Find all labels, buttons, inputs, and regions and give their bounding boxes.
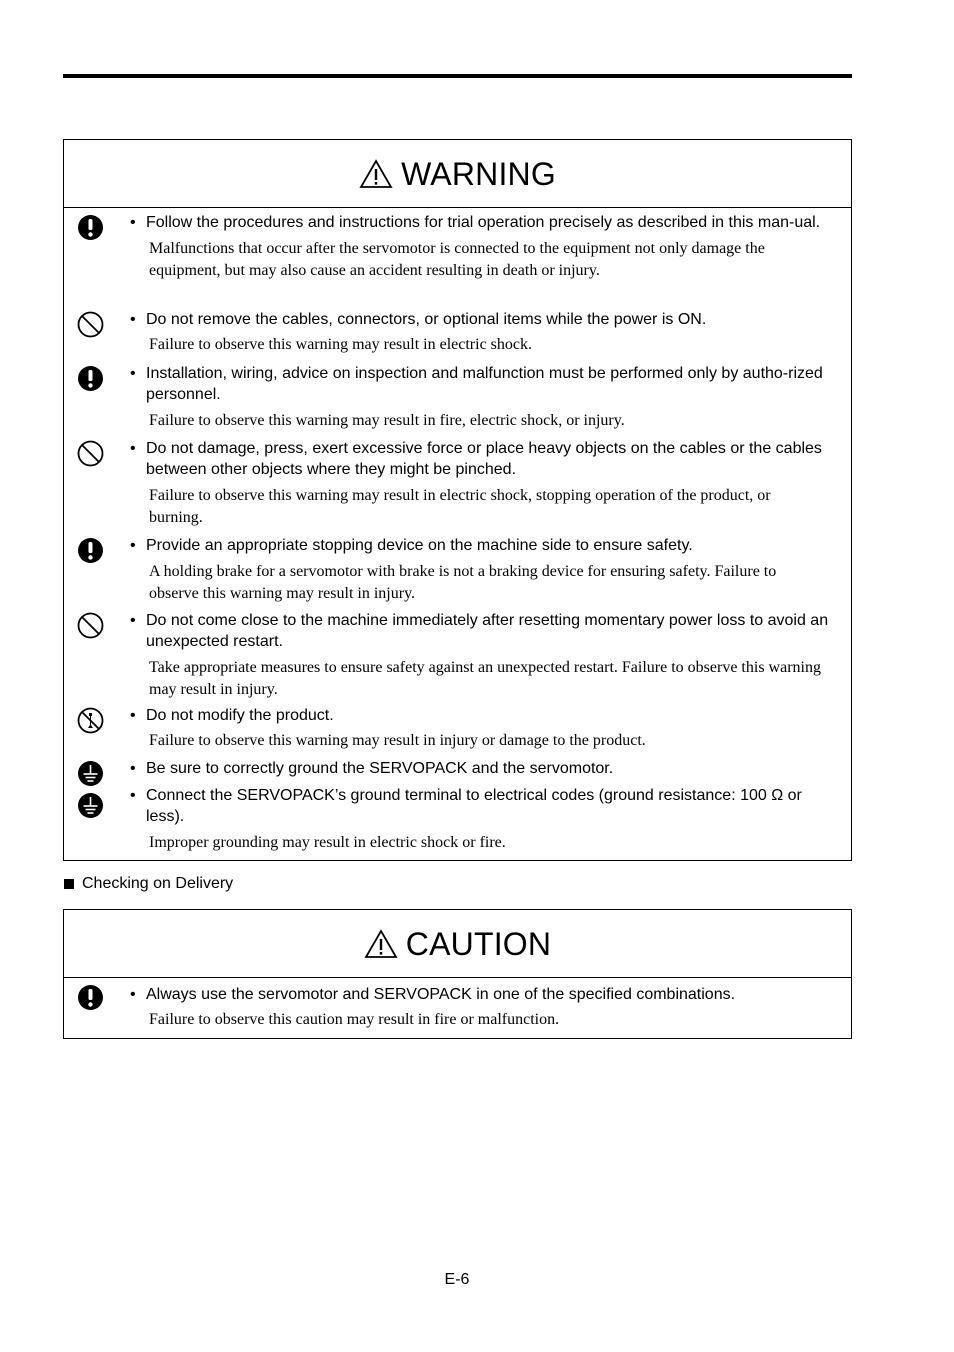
bullet: • [130, 365, 136, 382]
warning-text: Installation, wiring, advice on inspection and malfunction must be performed only by autho-rized personnel. [146, 365, 823, 403]
warning-box [63, 139, 852, 861]
caution-text: Always use the servomotor and SERVOPACK in one of the specified combinations. [146, 986, 736, 1003]
warning-item [64, 758, 851, 779]
warning-item [64, 705, 851, 752]
warning-triangle-icon [359, 159, 393, 189]
bullet: • [130, 986, 136, 1003]
section-heading-text: Checking on Delivery [82, 875, 234, 892]
warning-text: Do not come close to the machine immediately after resetting momentary power loss to avoid an unexpected restart. [146, 612, 829, 650]
caution-note: Failure to observe this caution may result in fire or malfunction. [149, 1011, 560, 1028]
warning-note: Malfunctions that occur after the servomotor is connected to the equipment not only damage the equipment, but may also cause an accident resulting in death or injury. [149, 240, 765, 279]
caution-item [64, 984, 851, 1031]
prohibited-icon [77, 612, 104, 639]
bullet: • [130, 311, 136, 328]
warning-item [64, 535, 851, 605]
bullet: • [130, 612, 136, 629]
warning-note: Take appropriate measures to ensure safety against an unexpected restart. Failure to observe this warning may result in injury. [149, 659, 821, 698]
bullet: • [130, 440, 136, 457]
bullet: • [130, 214, 136, 231]
warning-note: Failure to observe this warning may result in electric shock, stopping operation of the product, or burning. [149, 487, 771, 526]
page-number: E-6 [444, 1271, 470, 1288]
mandatory-icon [77, 537, 104, 564]
prohibited-icon [77, 311, 104, 338]
warning-item [64, 309, 851, 356]
warning-text: Follow the procedures and instructions for trial operation precisely as described in this man-ual. [146, 214, 821, 231]
bullet: • [130, 707, 136, 724]
mandatory-icon [77, 365, 104, 392]
warning-text: Provide an appropriate stopping device on the machine side to ensure safety. [146, 537, 693, 554]
bullet: • [130, 760, 136, 777]
warning-text: Do not remove the cables, connectors, or optional items while the power is ON. [146, 311, 707, 328]
warning-text: Do not modify the product. [146, 707, 334, 724]
warning-text: Be sure to correctly ground the SERVOPACK and the servomotor. [146, 760, 614, 777]
prohibited-icon [77, 440, 104, 467]
warning-item [64, 212, 851, 282]
bullet: • [130, 537, 136, 554]
caution-box [63, 909, 852, 1039]
ground-icon [77, 792, 104, 819]
no-disassembly-icon [77, 707, 104, 734]
caution-title: CAUTION [405, 925, 552, 962]
bullet: • [130, 787, 136, 804]
header-rule [63, 74, 852, 78]
warning-note: A holding brake for a servomotor with brake is not a braking device for ensuring safety. Failure to observe this warning may result in injury. [149, 563, 777, 602]
warning-note: Improper grounding may result in electric shock or fire. [149, 834, 506, 851]
warning-item [64, 363, 851, 432]
ground-icon [77, 760, 104, 787]
warning-item [64, 785, 851, 854]
section-heading [64, 873, 233, 894]
warning-triangle-icon [364, 929, 398, 959]
warning-text: Connect the SERVOPACK’s ground terminal to electrical codes (ground resistance: 100 Ω or less). [146, 787, 802, 825]
caution-header [64, 910, 851, 978]
square-bullet-icon [64, 879, 74, 889]
warning-note: Failure to observe this warning may result in fire, electric shock, or injury. [149, 412, 625, 429]
warning-note: Failure to observe this warning may result in electric shock. [149, 336, 533, 353]
warning-note: Failure to observe this warning may result in injury or damage to the product. [149, 732, 646, 749]
warning-text: Do not damage, press, exert excessive force or place heavy objects on the cables or the cables between other objects where they might be pinched. [146, 440, 822, 478]
warning-header [64, 140, 851, 208]
mandatory-icon [77, 984, 104, 1011]
warning-item [64, 610, 851, 701]
mandatory-icon [77, 214, 104, 241]
warning-item [64, 438, 851, 529]
warning-title: WARNING [401, 155, 556, 192]
